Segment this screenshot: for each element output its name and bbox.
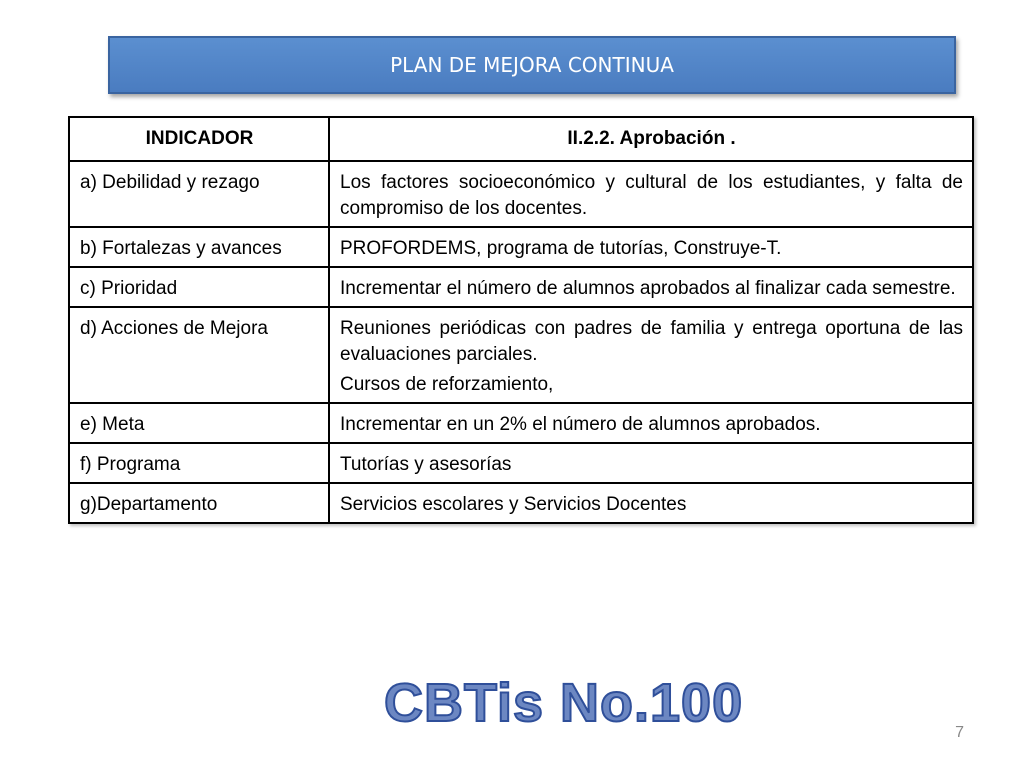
table-row (69, 443, 973, 483)
table-row (69, 307, 973, 403)
table-row (69, 161, 973, 227)
indicator-label-cell: d) Acciones de Mejora (69, 307, 329, 403)
indicator-label-cell: g)Departamento (69, 483, 329, 523)
indicator-value-paragraph: Los factores socioeconómico y cultural de los estudiantes, y falta de compromiso de los docentes. (340, 172, 963, 219)
indicator-value-paragraph: Tutorías y asesorías (340, 454, 512, 475)
indicator-value-paragraph: Servicios escolares y Servicios Docentes (340, 494, 687, 515)
table-header-row (69, 117, 973, 161)
school-brand-text: CBTis No.100 (384, 673, 744, 733)
indicator-label-cell: c) Prioridad (69, 267, 329, 307)
indicator-label-cell: b) Fortalezas y avances (69, 227, 329, 267)
header-indicator-cell: INDICADOR (69, 117, 329, 161)
indicator-value-cell (329, 403, 973, 443)
indicator-value-paragraph: Reuniones periódicas con padres de familia y entrega oportuna de las evaluaciones parciales. (340, 318, 963, 365)
indicator-label-cell: e) Meta (69, 403, 329, 443)
indicator-value-cell (329, 227, 973, 267)
indicator-value-cell (329, 161, 973, 227)
indicator-value-paragraph: PROFORDEMS, programa de tutorías, Construye-T. (340, 238, 782, 259)
table-row (69, 483, 973, 523)
indicator-label-cell: f) Programa (69, 443, 329, 483)
indicator-value-cell (329, 443, 973, 483)
indicator-value-paragraph: Incrementar en un 2% el número de alumnos aprobados. (340, 414, 821, 435)
indicator-value-cell (329, 267, 973, 307)
table-row (69, 267, 973, 307)
table-row (69, 403, 973, 443)
indicator-value-cell (329, 307, 973, 403)
slide-title-text: PLAN DE MEJORA CONTINUA (390, 53, 674, 77)
slide-title (108, 36, 956, 94)
indicator-label-cell: a) Debilidad y rezago (69, 161, 329, 227)
improvement-plan-table (68, 116, 974, 524)
indicator-value-paragraph: Incrementar el número de alumnos aprobados al finalizar cada semestre. (340, 278, 956, 299)
table-row (69, 227, 973, 267)
indicator-value-paragraph: Cursos de reforzamiento, (340, 374, 554, 395)
indicator-value-cell (329, 483, 973, 523)
page-number: 7 (955, 724, 964, 741)
header-indicator-value-cell: II.2.2. Aprobación . (329, 117, 973, 161)
